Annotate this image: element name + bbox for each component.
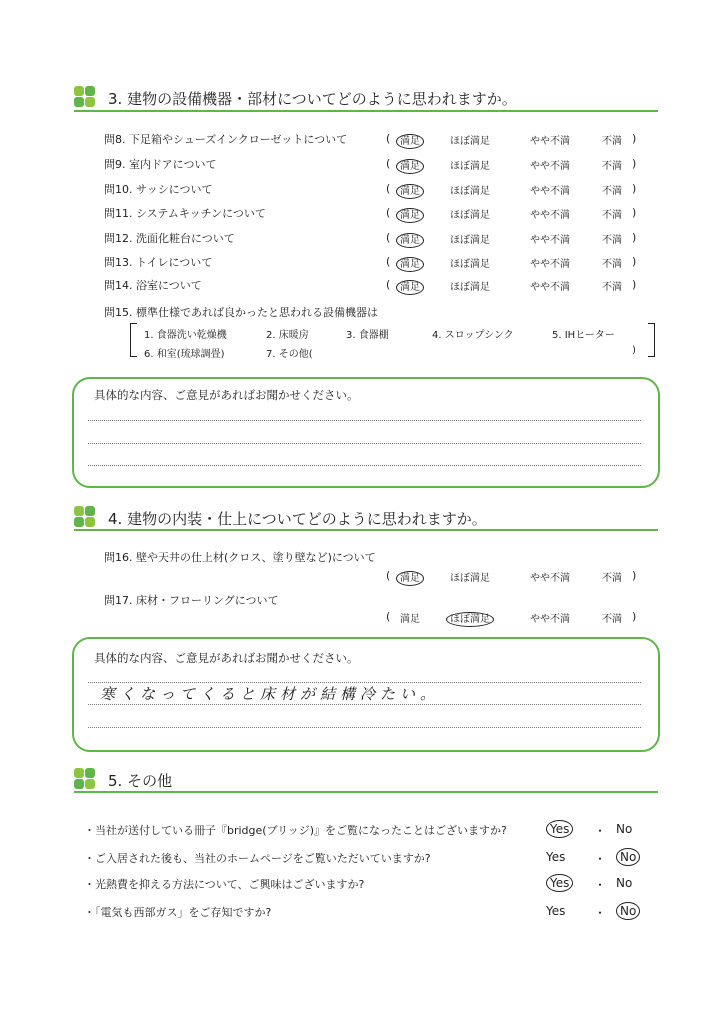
q15-bracket-right xyxy=(648,323,655,357)
option-label: やや不満 xyxy=(530,614,570,625)
option-label: やや不満 xyxy=(530,136,570,147)
option-3[interactable] xyxy=(587,278,637,293)
option-label: ほぼ満足 xyxy=(450,573,490,584)
q15-item-7[interactable]: 7. その他( xyxy=(266,349,313,360)
option-label: ほぼ満足 xyxy=(450,259,490,270)
option-1[interactable] xyxy=(445,610,495,625)
section3-title: 3. 建物の設備機器・部材についてどのように思われますか。 xyxy=(108,90,517,108)
yes-option[interactable] xyxy=(546,850,565,864)
option-1[interactable] xyxy=(445,132,495,147)
option-1[interactable] xyxy=(445,182,495,197)
option-0[interactable] xyxy=(385,206,435,221)
question-label: 問8. 下足箱やシューズインクローゼットについて xyxy=(104,133,348,146)
question-label: 問14. 浴室について xyxy=(104,279,202,292)
option-label: やや不満 xyxy=(530,235,570,246)
option-label: 不満 xyxy=(602,161,622,172)
section5-title: 5. その他 xyxy=(108,772,173,790)
close-paren: ) xyxy=(632,206,637,219)
option-2[interactable] xyxy=(525,278,575,293)
no-option[interactable] xyxy=(616,850,640,864)
question-label: ・「電気も西部ガス」をご存知ですか? xyxy=(84,906,272,919)
option-label: やや不満 xyxy=(530,282,570,293)
option-3[interactable] xyxy=(587,206,637,221)
close-paren: ) xyxy=(632,157,637,170)
option-label: 満足 xyxy=(400,614,420,625)
option-label: 不満 xyxy=(602,573,622,584)
q15-item-4[interactable]: 4. スロップシンク xyxy=(432,330,514,341)
option-3[interactable] xyxy=(587,182,637,197)
open-paren: ( xyxy=(386,182,391,195)
option-0[interactable] xyxy=(385,610,435,625)
option-0[interactable] xyxy=(385,278,435,293)
clover-icon xyxy=(74,506,96,528)
selected-option: No xyxy=(616,848,640,866)
separator-dot: ・ xyxy=(594,824,607,838)
option-3[interactable] xyxy=(587,157,637,172)
comment-line xyxy=(88,420,641,421)
comment-line xyxy=(88,727,641,728)
option-label: Yes xyxy=(546,904,566,918)
q15-item-6[interactable]: 6. 和室(琉球調畳) xyxy=(144,349,225,360)
open-paren: ( xyxy=(386,569,391,582)
option-2[interactable] xyxy=(525,206,575,221)
option-1[interactable] xyxy=(445,157,495,172)
close-paren: ) xyxy=(632,132,637,145)
option-label: ほぼ満足 xyxy=(450,235,490,246)
option-1[interactable] xyxy=(445,231,495,246)
option-2[interactable] xyxy=(525,157,575,172)
option-label: 不満 xyxy=(602,259,622,270)
separator-dot: ・ xyxy=(594,878,607,892)
option-0[interactable] xyxy=(385,255,435,270)
selected-option: 満足 xyxy=(396,233,424,248)
close-paren: ) xyxy=(632,569,637,582)
q15-label: 問15. 標準仕様であれば良かったと思われる設備機器は xyxy=(104,306,378,319)
option-1[interactable] xyxy=(445,569,495,584)
option-3[interactable] xyxy=(587,255,637,270)
q15-item-1[interactable]: 1. 食器洗い乾燥機 xyxy=(144,330,227,341)
option-0[interactable] xyxy=(385,231,435,246)
q17-label: 問17. 床材・フローリングについて xyxy=(104,594,279,607)
option-3[interactable] xyxy=(587,569,637,584)
clover-icon xyxy=(74,86,96,108)
option-label: ほぼ満足 xyxy=(450,136,490,147)
section4-title: 4. 建物の内装・仕上についてどのように思われますか。 xyxy=(108,510,487,528)
question-label: 問12. 洗面化粧台について xyxy=(104,232,235,245)
selected-option: Yes xyxy=(546,820,573,838)
option-label: Yes xyxy=(546,850,566,864)
question-label: ・ご入居された後も、当社のホームページをご覧いただいていますか? xyxy=(84,852,431,865)
comment-line xyxy=(88,682,641,683)
q15-bracket-left xyxy=(130,323,137,357)
question-label: 問10. サッシについて xyxy=(104,183,213,196)
comment-line xyxy=(88,465,641,466)
option-label: やや不満 xyxy=(530,210,570,221)
option-1[interactable] xyxy=(445,278,495,293)
q15-item-2[interactable]: 2. 床暖房 xyxy=(266,330,309,341)
option-3[interactable] xyxy=(587,231,637,246)
option-2[interactable] xyxy=(525,231,575,246)
selected-option: 満足 xyxy=(396,184,424,199)
comment-line xyxy=(88,704,641,705)
option-label: 不満 xyxy=(602,235,622,246)
close-paren: ) xyxy=(632,182,637,195)
section5-rule xyxy=(74,791,658,793)
q16-label: 問16. 壁や天井の仕上材(クロス、塗り壁など)について xyxy=(104,551,376,564)
option-0[interactable] xyxy=(385,132,435,147)
option-1[interactable] xyxy=(445,255,495,270)
open-paren: ( xyxy=(386,231,391,244)
option-3[interactable] xyxy=(587,610,637,625)
option-2[interactable] xyxy=(525,569,575,584)
option-label: やや不満 xyxy=(530,161,570,172)
selected-option: No xyxy=(616,902,640,920)
yes-option[interactable] xyxy=(546,822,573,836)
clover-icon xyxy=(74,768,96,790)
yes-option[interactable] xyxy=(546,876,573,890)
option-label: やや不満 xyxy=(530,573,570,584)
separator-dot: ・ xyxy=(594,906,607,920)
separator-dot: ・ xyxy=(594,852,607,866)
option-2[interactable] xyxy=(525,255,575,270)
option-label: 不満 xyxy=(602,614,622,625)
option-label: 不満 xyxy=(602,186,622,197)
option-label: No xyxy=(616,876,633,890)
open-paren: ( xyxy=(386,206,391,219)
option-0[interactable] xyxy=(385,182,435,197)
option-label: 不満 xyxy=(602,282,622,293)
selected-option: ほぼ満足 xyxy=(446,612,494,627)
question-label: 問11. システムキッチンについて xyxy=(104,207,266,220)
option-label: No xyxy=(616,822,633,836)
section4-comment-prompt: 具体的な内容、ご意見があればお聞かせください。 xyxy=(94,651,359,665)
section4-rule xyxy=(74,529,658,531)
no-option[interactable] xyxy=(616,904,640,918)
selected-option: 満足 xyxy=(396,208,424,223)
open-paren: ( xyxy=(386,132,391,145)
section4-comment-answer: 寒くなってくると床材が結構冷たい。 xyxy=(100,685,441,703)
close-paren: ) xyxy=(632,255,637,268)
selected-option: 満足 xyxy=(396,280,424,295)
selected-option: 満足 xyxy=(396,257,424,272)
q15-item-3[interactable]: 3. 食器棚 xyxy=(346,330,389,341)
yes-option[interactable] xyxy=(546,904,565,918)
option-2[interactable] xyxy=(525,610,575,625)
open-paren: ( xyxy=(386,610,391,623)
section3-rule xyxy=(74,110,658,112)
option-0[interactable] xyxy=(385,157,435,172)
option-label: ほぼ満足 xyxy=(450,210,490,221)
selected-option: 満足 xyxy=(396,134,424,149)
selected-option: 満足 xyxy=(396,571,424,586)
option-3[interactable] xyxy=(587,132,637,147)
option-label: ほぼ満足 xyxy=(450,161,490,172)
option-label: やや不満 xyxy=(530,186,570,197)
question-label: 問9. 室内ドアについて xyxy=(104,158,217,171)
selected-option: Yes xyxy=(546,874,573,892)
question-label: 問13. トイレについて xyxy=(104,256,213,269)
section3-comment-prompt: 具体的な内容、ご意見があればお聞かせください。 xyxy=(94,388,359,402)
q15-close-paren: ) xyxy=(632,345,636,356)
option-0[interactable] xyxy=(385,569,435,584)
open-paren: ( xyxy=(386,278,391,291)
no-option[interactable] xyxy=(616,822,632,836)
question-label: ・光熱費を抑える方法について、ご興味はございますか? xyxy=(84,878,365,891)
option-2[interactable] xyxy=(525,182,575,197)
selected-option: 満足 xyxy=(396,159,424,174)
option-2[interactable] xyxy=(525,132,575,147)
option-label: やや不満 xyxy=(530,259,570,270)
option-label: ほぼ満足 xyxy=(450,282,490,293)
question-label: ・当社が送付している冊子『bridge(ブリッジ)』をご覧になったことはございますか? xyxy=(84,824,507,837)
comment-line xyxy=(88,443,641,444)
close-paren: ) xyxy=(632,610,637,623)
option-1[interactable] xyxy=(445,206,495,221)
option-label: ほぼ満足 xyxy=(450,186,490,197)
open-paren: ( xyxy=(386,157,391,170)
open-paren: ( xyxy=(386,255,391,268)
no-option[interactable] xyxy=(616,876,632,890)
option-label: 不満 xyxy=(602,210,622,221)
close-paren: ) xyxy=(632,231,637,244)
option-label: 不満 xyxy=(602,136,622,147)
close-paren: ) xyxy=(632,278,637,291)
q15-item-5[interactable]: 5. IHヒーター xyxy=(552,330,615,341)
